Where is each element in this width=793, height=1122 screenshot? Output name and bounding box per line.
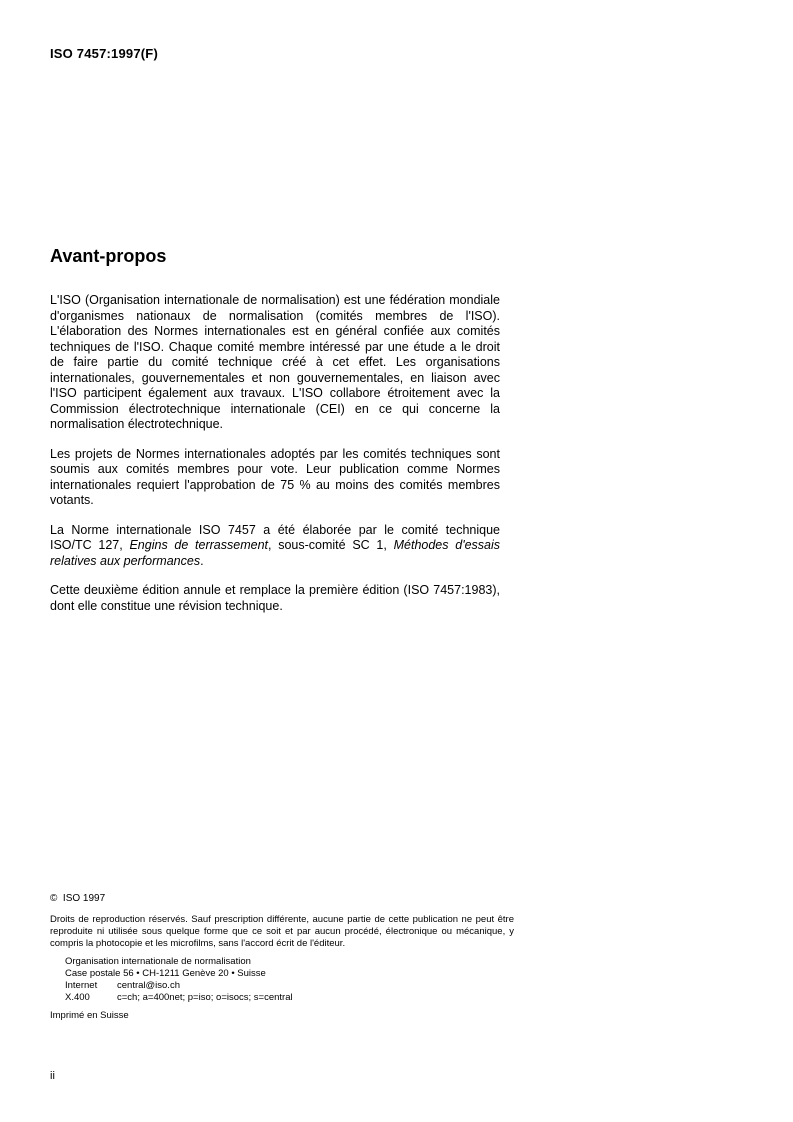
internet-label: Internet <box>65 980 98 992</box>
paragraph-voting-rules: Les projets de Normes internationales adoptés par les comités techniques sont soumis aux comités membres pour vote. Leur publication comme Normes internationales requiert l'approbation de 75 % au moins des comités membres votants. <box>50 446 500 507</box>
x400-address: c=ch; a=400net; p=iso; o=isocs; s=central <box>117 992 293 1004</box>
committee-text-end: . <box>200 553 204 568</box>
subcommittee-name-italic: Méthodes d'essais relatives aux performances <box>50 538 501 568</box>
copyright-notice: © ISO 1997 <box>50 893 106 904</box>
publisher-postal-address: Case postale 56 • CH-1211 Genève 20 • Suisse <box>65 968 266 980</box>
committee-name-italic: Engins de terrassement <box>129 538 269 552</box>
page-number: ii <box>50 1070 55 1082</box>
x400-label: X.400 <box>65 992 90 1004</box>
committee-text-lead: La Norme internationale ISO 7457 a été élaborée par le comité technique ISO/TC 127, <box>50 522 500 552</box>
copyright-block <box>50 893 514 1021</box>
publisher-address-block <box>65 956 514 1004</box>
paragraph-iso-description: L'ISO (Organisation internationale de normalisation) est une fédération mondiale d'organismes nationaux de normalisation (comités membres de l'ISO). L'élaboration des Normes internationales est en général confiée aux comités techniques de l'ISO. Chaque comité membre intéressé par une étude a le droit de faire partie du comité technique créé à cet effet. Les organisations internationales, gouvernementales et non gouvernementales, en liaison avec l'ISO participent également aux travaux. L'ISO collabore étroitement avec la Commission électrotechnique internationale (CEI) en ce qui concerne la normalisation électrotechnique. <box>50 293 500 431</box>
rights-statement: Droits de reproduction réservés. Sauf prescription différente, aucune partie de cette publication ne peut être reproduite ni utilisée sous quelque forme que ce soit et par aucun procédé, électronique ou mécanique, y compris la photocopie et les microfilms, sans l'accord écrit de l'éditeur. <box>50 914 514 949</box>
paragraph-committee <box>50 523 500 570</box>
publisher-organisation: Organisation internationale de normalisation <box>65 956 251 968</box>
foreword-section <box>50 246 500 628</box>
foreword-title: Avant-propos <box>50 246 167 266</box>
internet-email: central@iso.ch <box>117 980 180 992</box>
publisher-internet-row <box>65 980 514 992</box>
printed-in-statement: Imprimé en Suisse <box>50 1010 129 1022</box>
publisher-x400-row <box>65 992 514 1004</box>
committee-text-mid: , sous-comité SC 1, <box>268 538 394 552</box>
paragraph-edition-note: Cette deuxième édition annule et remplace la première édition (ISO 7457:1983), dont elle constitue une révision technique. <box>50 583 500 613</box>
document-reference: ISO 7457:1997(F) <box>50 46 158 61</box>
